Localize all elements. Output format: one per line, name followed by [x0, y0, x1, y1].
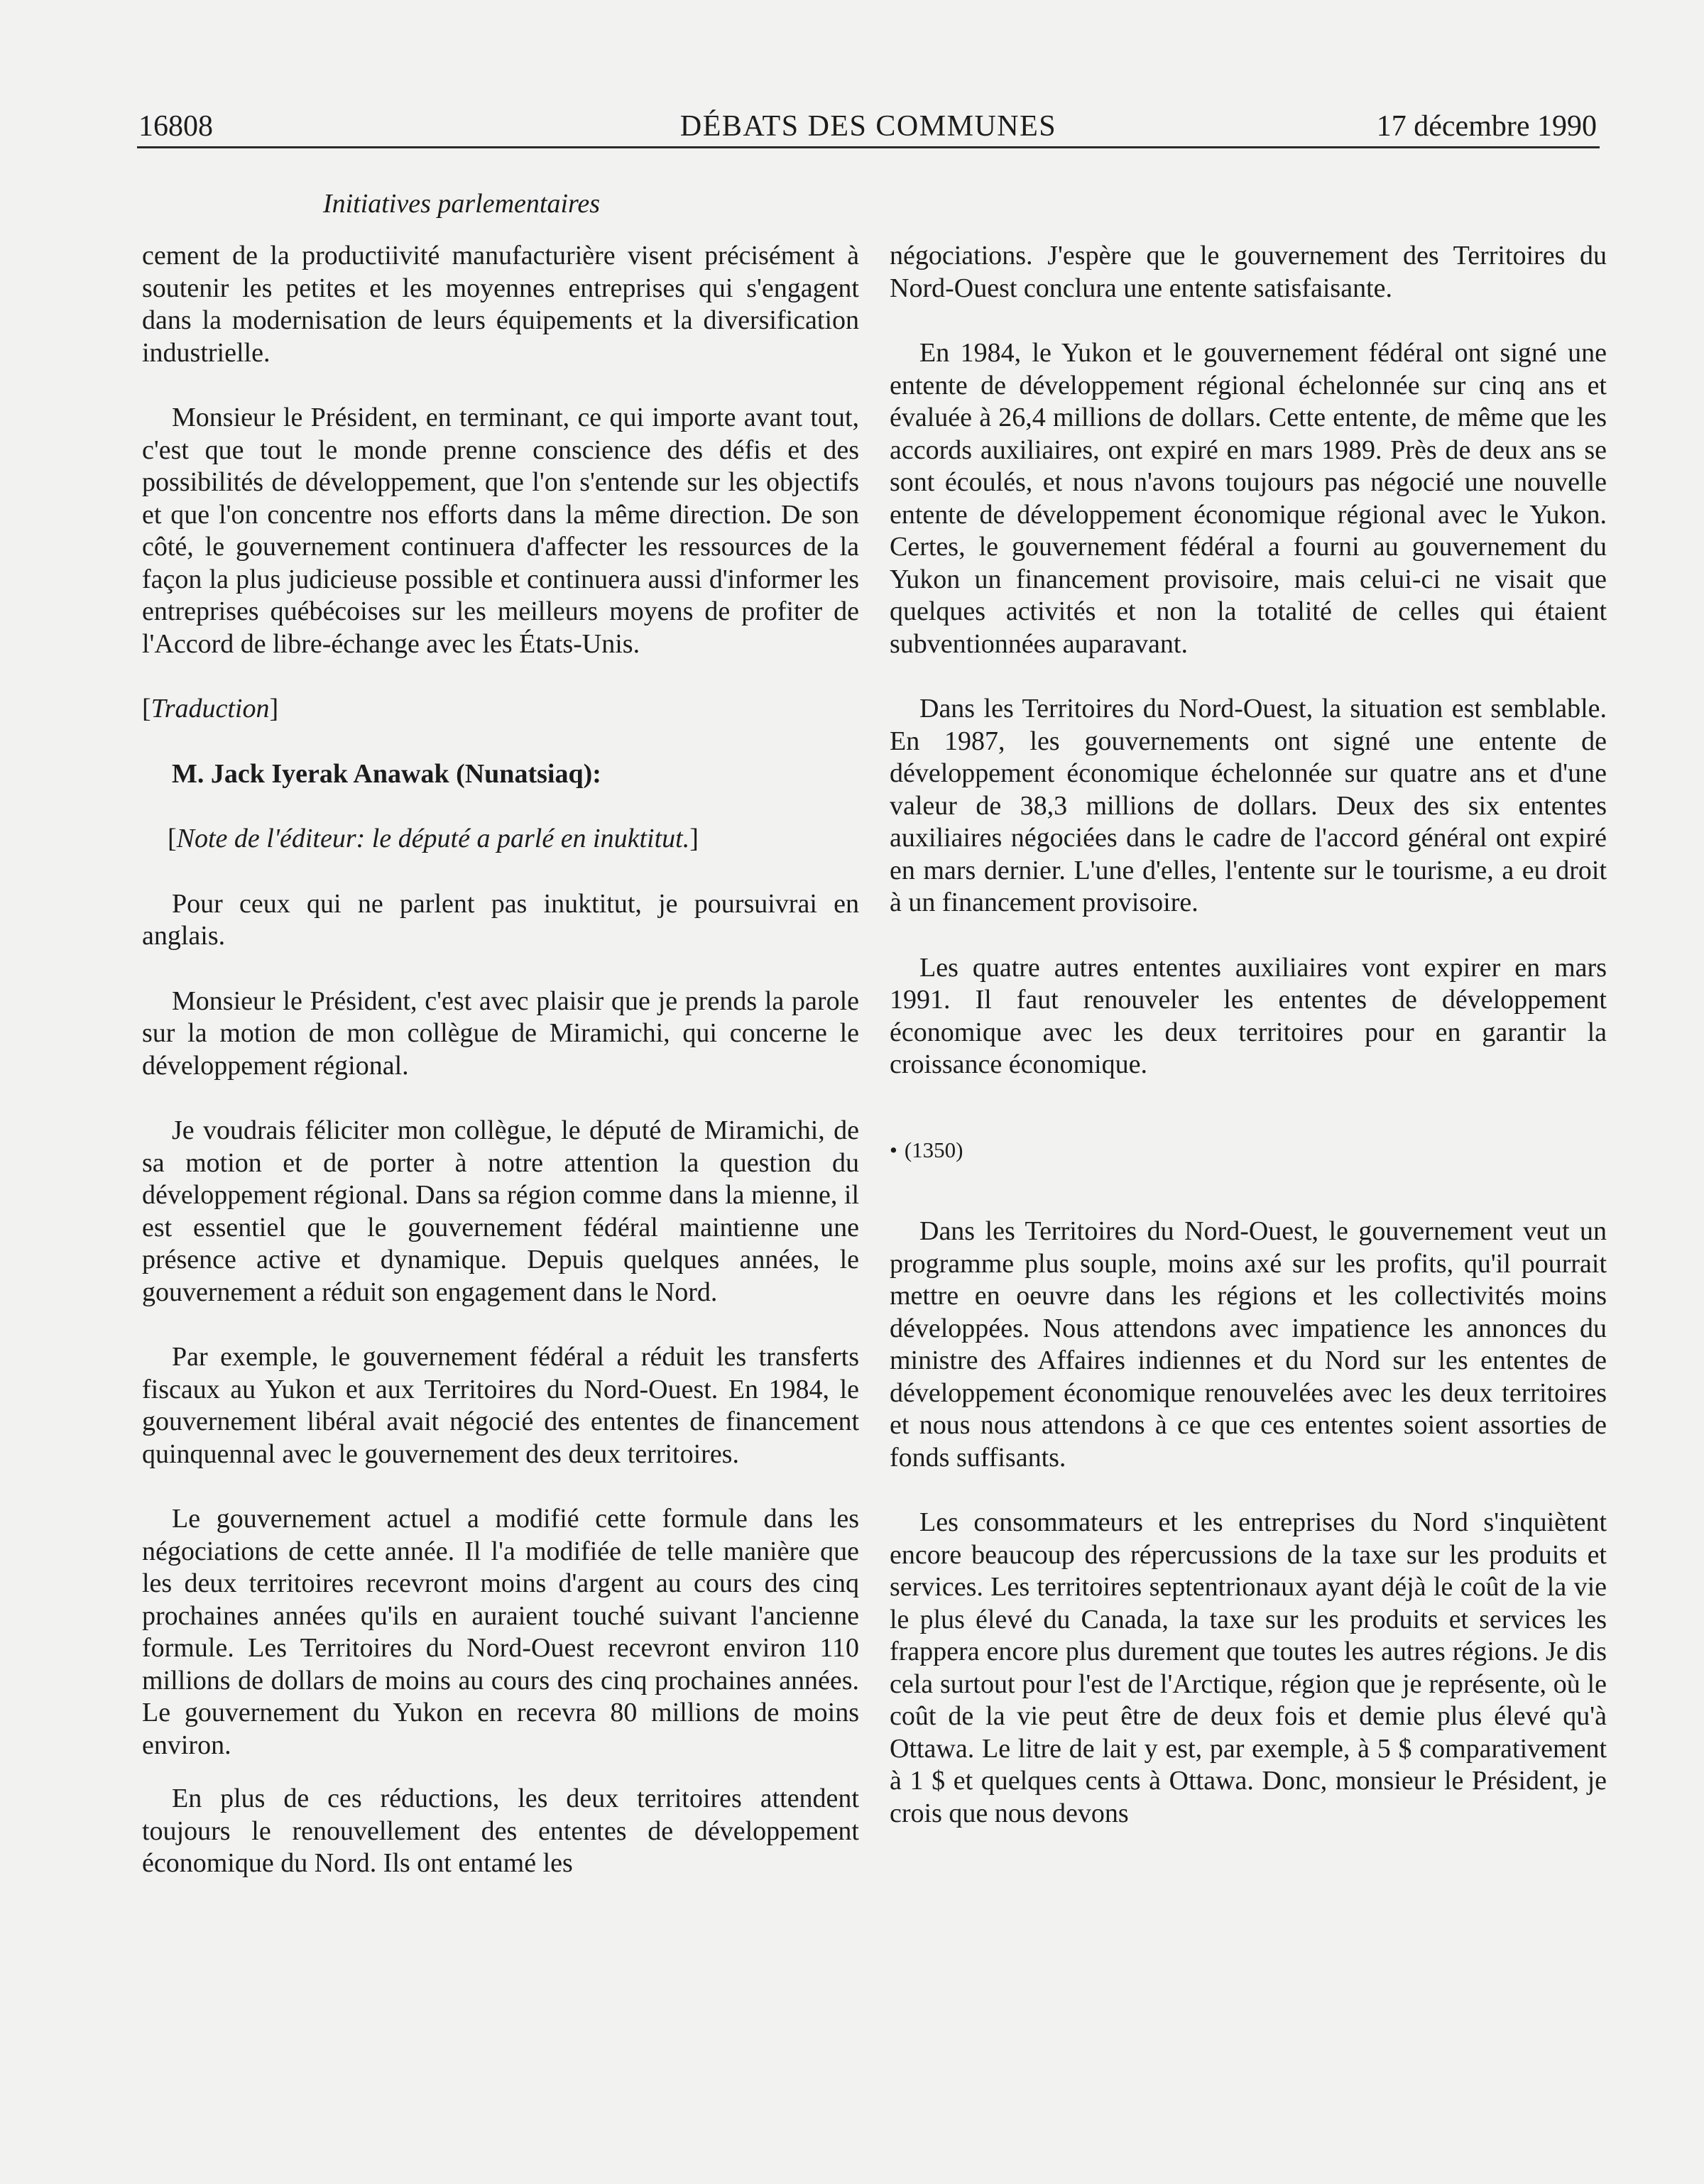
- translation-label: Traduction: [151, 694, 270, 724]
- time-marker-text: (1350): [904, 1137, 963, 1162]
- paragraph: Dans les Territoires du Nord-Ouest, le gouvernement veut un programme plus souple, moins axé sur les profits, qu'il pourrait mettre en oeuvre dans les régions et les collectivités moins développées. Nous attendons avec impatience les annonces du ministre des Affaires indiennes et du Nord sur les ententes de développement économique renouvelées avec les deux territoires et nous nous attendons à ce que ces ententes soient assorties de fonds suffisants.: [890, 1216, 1607, 1473]
- publication-title: DÉBATS DES COMMUNES: [679, 110, 1057, 143]
- paragraph: Les consommateurs et les entreprises du Nord s'inquiètent encore beaucoup des répercussions de la taxe sur les produits et services. Les territoires septentrionaux ayant déjà le coût de la vie le plus élevé du Canada, la taxe sur les produits et services les frappera encore plus durement que toutes les autres régions. Je dis cela surtout pour l'est de l'Arctique, région que je représente, où le coût de la vie peut être de deux fois et demie plus élevé qu'à Ottawa. Le litre de lait y est, par exemple, à 5 $ comparativement à 1 $ et quelques cents à Ottawa. Donc, monsieur le Président, je crois que nous devons: [890, 1507, 1607, 1828]
- paragraph: Par exemple, le gouvernement fédéral a réduit les transferts fiscaux au Yukon et aux Territoires du Nord-Ouest. En 1984, le gouvernement libéral avait négocié des ententes de financement quinquennal avec le gouvernement des deux territoires.: [142, 1342, 859, 1469]
- paragraph: Dans les Territoires du Nord-Ouest, la situation est semblable. En 1987, les gouvernements ont signé une entente de développement économique échelonnée sur quatre ans et d'une valeur de 38,3 millions de dollars. Deux des six ententes auxiliaires négociées dans le cadre de l'accord général ont expiré en mars dernier. L'une d'elles, l'entente sur le tourisme, a eu droit à un financement provisoire.: [890, 694, 1607, 917]
- page-header: [137, 107, 1600, 148]
- paragraph: cement de la productiivité manufacturière visent précisément à soutenir les petites et les moyennes entreprises qui s'engagent dans la modernisation de leurs équipements et la diversification industrielle.: [142, 241, 859, 368]
- bracket-open: [: [168, 824, 177, 853]
- paragraph: négociations. J'espère que le gouvernement des Territoires du Nord-Ouest conclura une entente satisfaisante.: [890, 241, 1607, 303]
- paragraph: En plus de ces réductions, les deux territoires attendent toujours le renouvellement des ententes de développement économique du Nord. Ils ont entamé les: [142, 1784, 859, 1878]
- paragraph: En 1984, le Yukon et le gouvernement fédéral ont signé une entente de développement régional échelonnée sur cinq ans et évaluée à 26,4 millions de dollars. Cette entente, de même que les accords auxiliaires, ont expiré en mars 1989. Près de deux ans se sont écoulés, et nous n'avons toujours pas négocié une nouvelle entente de développement économique régional avec le Yukon. Certes, le gouvernement fédéral a fourni au gouvernement du Yukon un financement provisoire, mais celui-ci ne visait que quelques activités et non la totalité de celles qui étaient subventionnées auparavant.: [890, 338, 1607, 659]
- left-column: [142, 240, 859, 1880]
- page-number: 16808: [138, 110, 213, 143]
- bracket-close: ]: [689, 824, 699, 853]
- paragraph: Monsieur le Président, c'est avec plaisir que je prends la parole sur la motion de mon collègue de Miramichi, qui concerne le développement régional.: [142, 985, 859, 1081]
- paragraph: Les quatre autres ententes auxiliaires vont expirer en mars 1991. Il faut renouveler les ententes de développement économique avec les deux territoires pour en garantir la croissance économique.: [890, 952, 1607, 1079]
- translation-marker: [142, 693, 859, 726]
- speaker-name: M. Jack Iyerak Anawak (Nunatsiaq):: [172, 758, 601, 789]
- editor-note-text: Note de l'éditeur: le député a parlé en inuktitut.: [176, 824, 690, 853]
- section-title: Initiatives parlementaires: [322, 189, 601, 219]
- sitting-date: 17 décembre 1990: [1376, 110, 1597, 143]
- right-column: [890, 240, 1607, 1830]
- paragraph: Pour ceux qui ne parlent pas inuktitut, je poursuivrai en anglais.: [142, 888, 859, 951]
- bracket-close: ]: [269, 694, 279, 724]
- time-marker: [890, 1134, 1607, 1167]
- paragraph: Le gouvernement actuel a modifié cette formule dans les négociations de cette année. Il l'a modifiée de telle manière que les deux territoires recevront moins d'argent au cours des cinq prochaines années qu'ils en auraient touché suivant l'ancienne formule. Les Territoires du Nord-Ouest recevront environ 110 millions de dollars de moins au cours des cinq prochaines années. Le gouvernement du Yukon en recevra 80 millions de moins environ.: [142, 1504, 859, 1760]
- editor-note: [142, 823, 859, 856]
- paragraph: Je voudrais féliciter mon collègue, le député de Miramichi, de sa motion et de porter à notre attention la question du développement régional. Dans sa région comme dans la mienne, il est essentiel que le gouvernement fédéral maintienne une présence active et dynamique. Depuis quelques années, le gouvernement a réduit son engagement dans le Nord.: [142, 1115, 859, 1307]
- bracket-open: [: [142, 694, 151, 724]
- bullet-icon: •: [890, 1137, 897, 1162]
- paragraph: Monsieur le Président, en terminant, ce qui importe avant tout, c'est que tout le monde prenne conscience des défis et des possibilités de développement, que l'on s'entende sur les objectifs et que l'on concentre nos efforts dans la même direction. De son côté, le gouvernement continuera d'affecter les ressources de la façon la plus judicieuse possible et continuera aussi d'informer les entreprises québécoises sur les meilleurs moyens de profiter de l'Accord de libre-échange avec les États-Unis.: [142, 403, 859, 659]
